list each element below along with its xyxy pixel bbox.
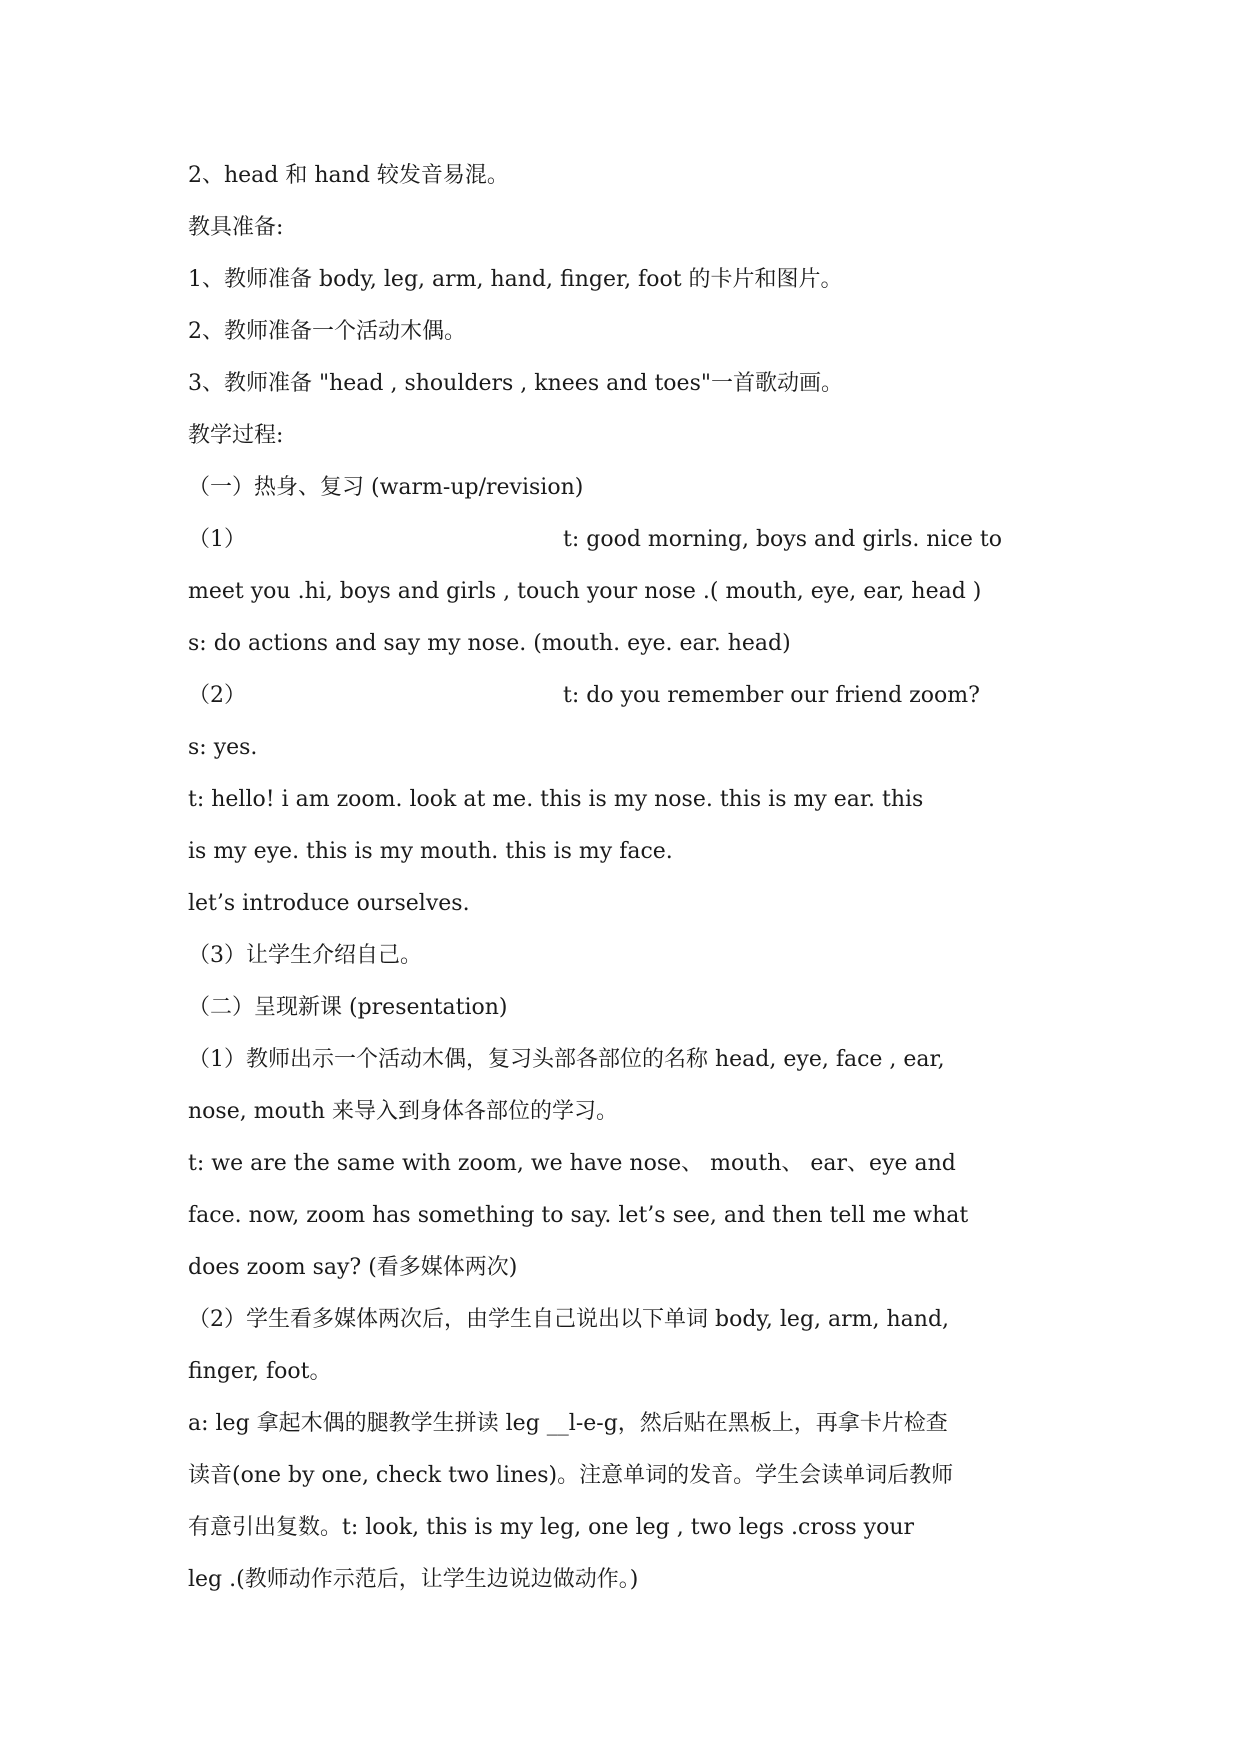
text-line: finger, foot。 xyxy=(188,1359,332,1384)
text-line: t: we are the same with zoom, we have nose、 mouth、 ear、eye and xyxy=(188,1151,956,1176)
section-heading-teaching-process: 教学过程: xyxy=(188,423,284,448)
text-line: meet you .hi, boys and girls , touch your nose .( mouth, eye, ear, head ) xyxy=(188,579,982,604)
text-line: （3）让学生介绍自己。 xyxy=(188,943,422,968)
text-line: face. now, zoom has something to say. let’s see, and then tell me what xyxy=(188,1203,969,1228)
text-line: 有意引出复数。t: look, this is my leg, one leg , two legs .cross your xyxy=(188,1515,915,1540)
text-line: s: yes. xyxy=(188,735,258,760)
text-line: t: hello! i am zoom. look at me. this is my nose. this is my ear. this xyxy=(188,787,924,812)
dialogue-text: t: good morning, boys and girls. nice to xyxy=(563,527,1002,552)
text-line: does zoom say? (看多媒体两次) xyxy=(188,1255,518,1280)
document-page xyxy=(188,150,1078,1606)
text-line: nose, mouth 来导入到身体各部位的学习。 xyxy=(188,1099,618,1124)
text-line: 1、教师准备 body, leg, arm, hand, finger, foot 的卡片和图片。 xyxy=(188,267,843,292)
text-line: let’s introduce ourselves. xyxy=(188,891,470,916)
text-line: leg .(教师动作示范后，让学生边说边做动作。) xyxy=(188,1567,639,1592)
text-line: s: do actions and say my nose. (mouth. eye. ear. head) xyxy=(188,631,791,656)
text-line-split xyxy=(188,670,1078,722)
section-heading-teaching-aids: 教具准备: xyxy=(188,215,284,240)
text-line: 3、教师准备 "head , shoulders , knees and toes"一首歌动画。 xyxy=(188,371,843,396)
text-line: 读音(one by one, check two lines)。注意单词的发音。学生会读单词后教师 xyxy=(188,1463,954,1488)
text-line: （1）教师出示一个活动木偶，复习头部各部位的名称 head, eye, face , ear, xyxy=(188,1047,945,1072)
subsection-heading-presentation: （二）呈现新课 (presentation) xyxy=(188,995,508,1020)
text-line: 2、教师准备一个活动木偶。 xyxy=(188,319,466,344)
text-line-split xyxy=(188,514,1078,566)
item-number: （1） xyxy=(188,527,246,552)
text-line: （2）学生看多媒体两次后，由学生自己说出以下单词 body, leg, arm, hand, xyxy=(188,1307,950,1332)
text-line: is my eye. this is my mouth. this is my face. xyxy=(188,839,673,864)
dialogue-text: t: do you remember our friend zoom? xyxy=(563,683,980,708)
text-line: 2、head 和 hand 较发音易混。 xyxy=(188,163,509,188)
text-line: a: leg 拿起木偶的腿教学生拼读 leg __l-e-g，然后贴在黑板上，再拿卡片检查 xyxy=(188,1411,948,1436)
subsection-heading-warmup: （一）热身、复习 (warm-up/revision) xyxy=(188,475,584,500)
item-number: （2） xyxy=(188,683,246,708)
